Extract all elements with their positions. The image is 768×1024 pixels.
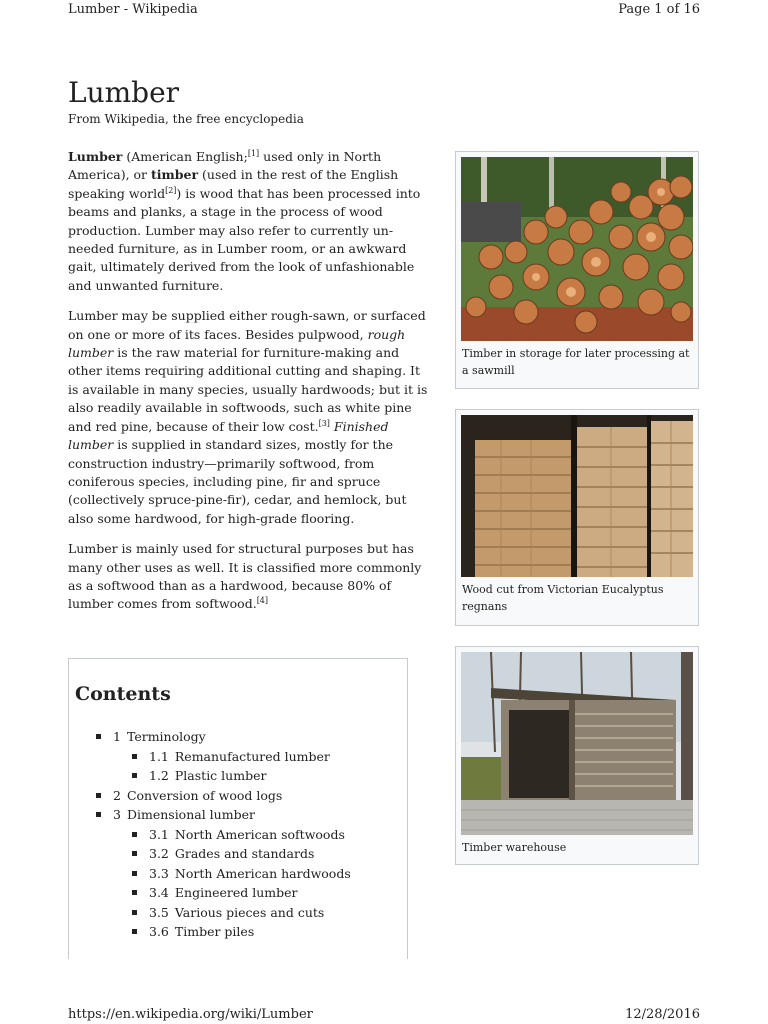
eucalyptus-lumber-image[interactable] <box>461 415 693 577</box>
print-header-page-number: Page 1 of 16 <box>618 2 700 17</box>
page-title: Lumber <box>68 76 180 109</box>
figure-timber-warehouse <box>455 646 699 865</box>
toc-item-timber-piles[interactable]: 3.6 Timber piles <box>69 922 407 942</box>
page-tagline: From Wikipedia, the free encyclopedia <box>68 112 304 126</box>
reference-4[interactable]: [4] <box>256 596 269 606</box>
bullet-icon <box>132 929 137 934</box>
paragraph-supply: Lumber may be supplied either rough-sawn, or surfaced on one or more of its faces. Besides pulpwood, rough lumber is the raw material for furniture-making and other items requiring additional cutting and shaping. It is available in many species, usually hardwoods; but it is also readily available in softwoods, such as white pine and red pine, because of their low cost.[3] Finished lumber is supplied in standard sizes, mostly for the construction industry—primarily softwood, from coniferous species, including pine, fir and spruce (collectively spruce-pine-fir), cedar, and hemlock, but also some hardwood, for high-grade flooring. <box>68 308 428 526</box>
reference-1[interactable]: [1] <box>247 148 260 158</box>
lead-term: Lumber <box>68 149 123 164</box>
reference-3[interactable]: [3] <box>318 418 330 428</box>
timber-storage-image[interactable] <box>461 157 693 341</box>
paragraph-uses: Lumber is mainly used for structural purposes but has many other uses as well. It is classified more commonly as a softwood than as a hardwood, because 80% of lumber comes from softwood.[4] <box>68 541 422 612</box>
italic-term-finished-lumber: Finished lumber <box>68 418 389 453</box>
bullet-icon <box>132 851 137 856</box>
bullet-icon <box>132 754 137 759</box>
figure-eucalyptus-lumber <box>455 409 699 626</box>
toc-item-various-pieces-and-cuts[interactable]: 3.5 Various pieces and cuts <box>69 903 407 923</box>
toc-item-engineered-lumber[interactable]: 3.4 Engineered lumber <box>69 883 407 903</box>
toc-item-dimensional-lumber[interactable]: 3 Dimensional lumber <box>69 805 407 825</box>
figure-caption: Timber warehouse <box>462 841 567 854</box>
toc-item-conversion-of-wood-logs[interactable]: 2 Conversion of wood logs <box>69 786 407 806</box>
bullet-icon <box>132 871 137 876</box>
toc-item-grades-and-standards[interactable]: 3.2 Grades and standards <box>69 844 407 864</box>
article-body <box>68 148 430 626</box>
bullet-icon <box>132 890 137 895</box>
reference-2[interactable]: [2] <box>165 185 177 195</box>
toc-list <box>69 727 407 942</box>
toc-title: Contents <box>75 683 171 705</box>
toc-item-terminology[interactable]: 1 Terminology <box>69 727 407 747</box>
print-header-title: Lumber - Wikipedia <box>68 2 198 17</box>
print-footer-date: 12/28/2016 <box>625 1007 700 1022</box>
toc-item-remanufactured-lumber[interactable]: 1.1 Remanufactured lumber <box>69 747 407 767</box>
timber-warehouse-image[interactable] <box>461 652 693 835</box>
print-footer-url: https://en.wikipedia.org/wiki/Lumber <box>68 1007 313 1022</box>
bullet-icon <box>132 773 137 778</box>
italic-term-rough-lumber: rough lumber <box>68 326 406 361</box>
figure-caption: Wood cut from Victorian Eucalyptus regnans <box>462 583 664 613</box>
paragraph-intro: Lumber (American English;[1] used only in North America), or timber (used in the rest of the English speaking world[2]) is wood that has been processed into beams and planks, a stage in the process of wood production. Lumber may also refer to currently un-needed furniture, as in Lumber room, or an awkward gait, ultimately derived from the look of unfashionable and unwanted furniture. <box>68 148 421 293</box>
bullet-icon <box>132 910 137 915</box>
figure-timber-storage <box>455 151 699 389</box>
toc-item-plastic-lumber[interactable]: 1.2 Plastic lumber <box>69 766 407 786</box>
figure-caption: Timber in storage for later processing at a sawmill <box>462 347 690 377</box>
bullet-icon <box>96 812 101 817</box>
toc-item-north-american-hardwoods[interactable]: 3.3 North American hardwoods <box>69 864 407 884</box>
toc-item-north-american-softwoods[interactable]: 3.1 North American softwoods <box>69 825 407 845</box>
bold-term-timber: timber <box>151 167 199 183</box>
bullet-icon <box>132 832 137 837</box>
table-of-contents <box>68 658 408 959</box>
bullet-icon <box>96 793 101 798</box>
bullet-icon <box>96 734 101 739</box>
